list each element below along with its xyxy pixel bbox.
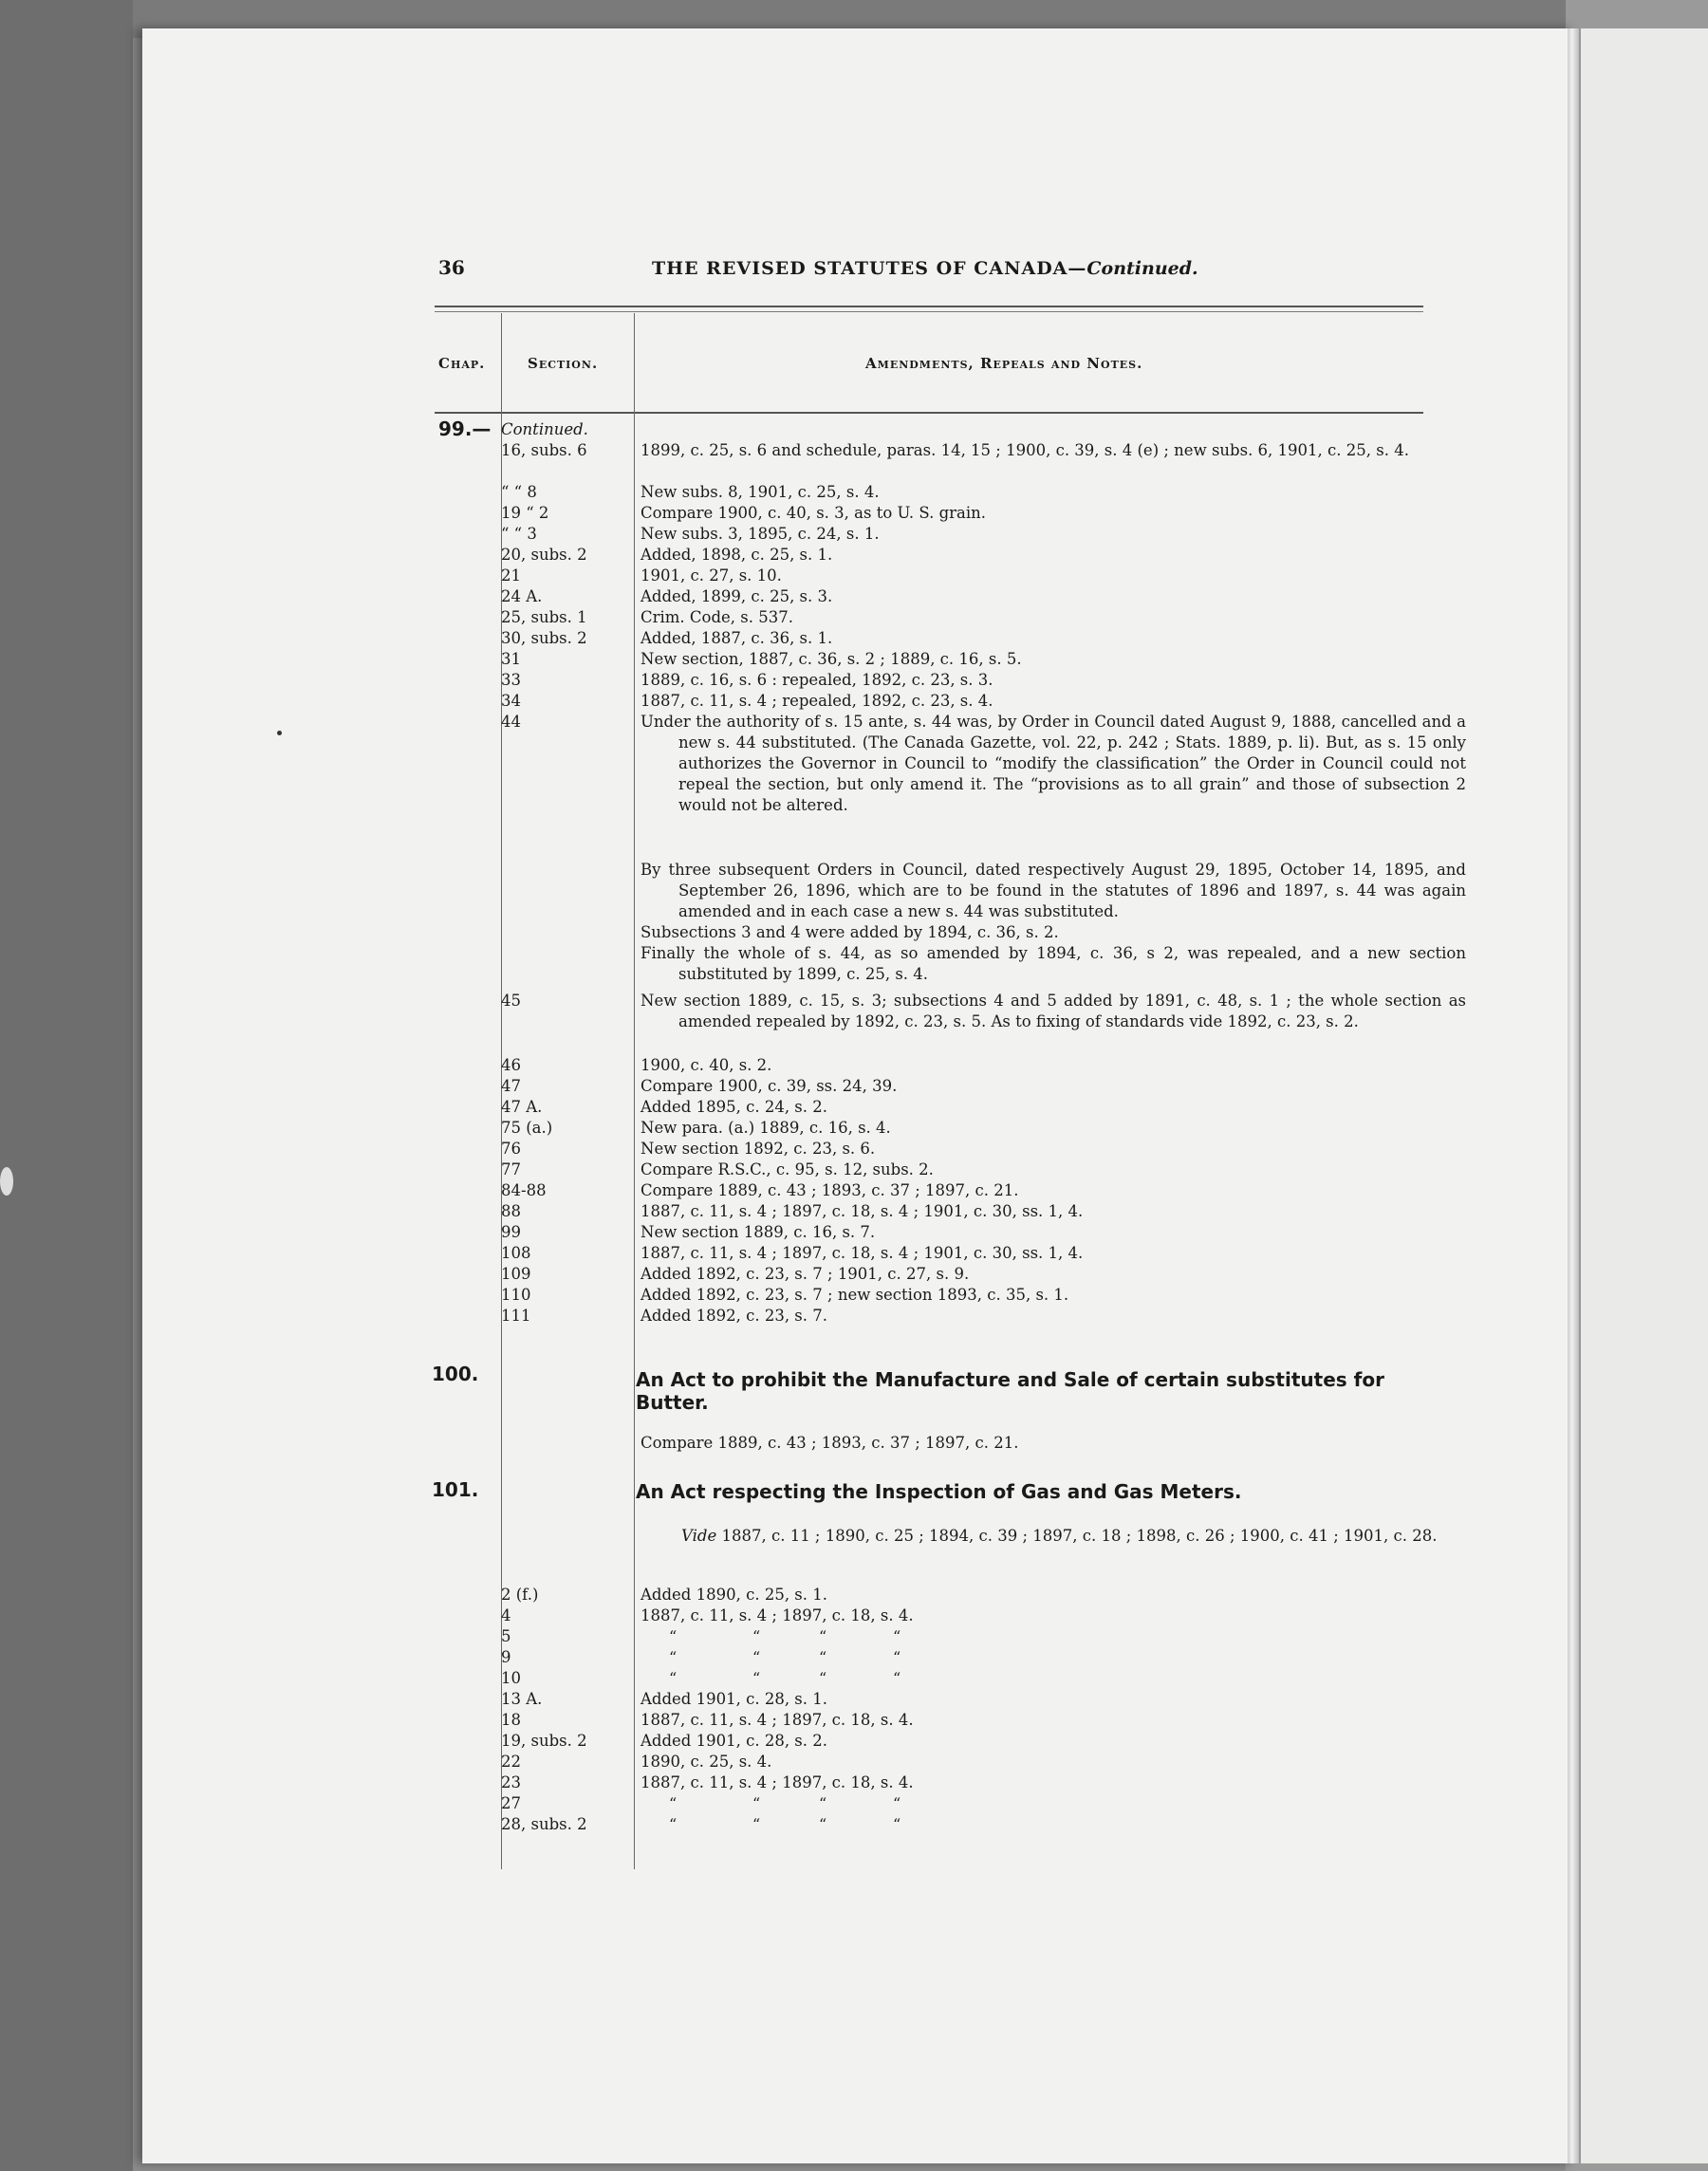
section-cell: 75 (a.) [501, 1119, 553, 1137]
note-paragraph: Under the authority of s. 15 ante, s. 44 was, by Order in Council dated August 9, 1888, cancelled and a new s. 44 substituted. (The Canada Gazette, vol. 22, p. 242 ; Stats. 1889, p. li). But, as s. 15 only authorizes the Governor in Council to “modify the classification” the Order in Council could not repeal the section, but only amend it. The “provisions as to all grain” and those of subsection 2 would not be altered. [640, 713, 1466, 814]
section-cell: 16, subs. 6 [501, 441, 587, 459]
header-rule-thin [435, 311, 1423, 312]
ditto-mark: “ [819, 1627, 827, 1645]
note-cell: 1900, c. 40, s. 2. [640, 1056, 772, 1074]
note-cell: 1899, c. 25, s. 6 and schedule, paras. 14, 15 ; 1900, c. 39, s. 4 (e) ; new subs. 6, 1901, c. 25, s. 4. [640, 441, 1409, 459]
ditto-mark: “ [819, 1669, 827, 1687]
column-divider-section [634, 313, 635, 1869]
continued-label: Continued. [501, 420, 588, 438]
scan-backdrop-left [0, 0, 133, 2171]
note-cell: Compare 1889, c. 43 ; 1893, c. 37 ; 1897, c. 21. [640, 1434, 1019, 1452]
note-cell: 1887, c. 11, s. 4 ; 1897, c. 18, s. 4 ; 1901, c. 30, ss. 1, 4. [640, 1202, 1084, 1220]
section-cell: 18 [501, 1711, 521, 1729]
section-cell: 22 [501, 1753, 521, 1771]
page-edge [1568, 28, 1579, 2163]
section-cell: “ “ 3 [501, 525, 537, 543]
section-cell: 109 [501, 1265, 531, 1283]
note-cell: 1887, c. 11, s. 4 ; repealed, 1892, c. 23, s. 4. [640, 692, 993, 710]
section-cell: 19, subs. 2 [501, 1732, 587, 1750]
section-cell: 13 A. [501, 1690, 543, 1708]
section-cell: 19 “ 2 [501, 504, 549, 522]
header-rule [435, 306, 1423, 307]
running-title [652, 258, 1198, 279]
note-cell: Compare 1900, c. 39, ss. 24, 39. [640, 1077, 898, 1095]
note-cell: 1887, c. 11, s. 4 ; 1897, c. 18, s. 4. [640, 1773, 914, 1791]
section-cell: 44 [501, 713, 521, 731]
section-cell: 47 A. [501, 1098, 543, 1116]
section-cell: 27 [501, 1794, 521, 1812]
note-cell: New section 1889, c. 16, s. 7. [640, 1223, 876, 1241]
ditto-mark: “ [752, 1815, 761, 1833]
section-cell: 31 [501, 650, 521, 668]
section-cell: 5 [501, 1627, 511, 1645]
vide-word: Vide [681, 1527, 717, 1545]
note-cell: Added 1892, c. 23, s. 7. [640, 1307, 828, 1325]
section-cell: 110 [501, 1286, 531, 1304]
running-title-suffix: Continued. [1086, 258, 1198, 279]
note-cell: Crim. Code, s. 537. [640, 608, 793, 626]
chapter-number: 99.— [438, 418, 492, 440]
section-cell: “ “ 8 [501, 483, 537, 501]
note-cell: Added, 1887, c. 36, s. 1. [640, 629, 833, 647]
section-cell: 111 [501, 1307, 531, 1325]
act-title: An Act to prohibit the Manufacture and Sale of certain substitutes for Butter. [636, 1368, 1384, 1414]
note-cell: New section 1889, c. 15, s. 3; subsections 4 and 5 added by 1891, c. 48, s. 1 ; the whole section as amended repealed by 1892, c. 23, s. 5. As to fixing of standards vide 1892, c. 23, s. 2. [640, 992, 1466, 1030]
section-cell: 84-88 [501, 1181, 547, 1199]
ditto-mark: “ [893, 1794, 901, 1812]
ditto-mark: “ [752, 1669, 761, 1687]
column-head-section: Section. [528, 355, 599, 372]
ditto-mark: “ [893, 1648, 901, 1666]
note-cell: 1887, c. 11, s. 4 ; 1897, c. 18, s. 4. [640, 1711, 914, 1729]
ditto-mark: “ [752, 1794, 761, 1812]
section-cell: 47 [501, 1077, 521, 1095]
section-cell: 77 [501, 1160, 521, 1178]
ditto-mark: “ [669, 1627, 678, 1645]
note-paragraph: Subsections 3 and 4 were added by 1894, c. 36, s. 2. [640, 923, 1059, 941]
note-cell: Added, 1898, c. 25, s. 1. [640, 546, 833, 564]
section-cell: 45 [501, 992, 521, 1010]
note-cell: Added 1892, c. 23, s. 7 ; new section 1893, c. 35, s. 1. [640, 1286, 1069, 1304]
note-cell: New para. (a.) 1889, c. 16, s. 4. [640, 1119, 891, 1137]
column-head-notes: Amendments, Repeals and Notes. [865, 355, 1143, 372]
ditto-mark: “ [819, 1794, 827, 1812]
act-title: An Act respecting the Inspection of Gas and Gas Meters. [636, 1480, 1242, 1503]
section-cell: 24 A. [501, 587, 543, 605]
note-cell: Added 1901, c. 28, s. 2. [640, 1732, 828, 1750]
ink-speck [277, 731, 282, 735]
section-cell: 2 (f.) [501, 1586, 539, 1604]
scan-artifact [0, 1167, 13, 1196]
note-cell: Compare 1900, c. 40, s. 3, as to U. S. grain. [640, 504, 987, 522]
section-cell: 30, subs. 2 [501, 629, 587, 647]
section-cell: 33 [501, 671, 521, 689]
note-paragraph: Finally the whole of s. 44, as so amended by 1894, c. 36, s 2, was repealed, and a new section substituted by 1899, c. 25, s. 4. [640, 944, 1466, 983]
section-cell: 46 [501, 1056, 521, 1074]
note-cell: 1887, c. 11, s. 4 ; 1897, c. 18, s. 4 ; 1901, c. 30, ss. 1, 4. [640, 1244, 1084, 1262]
column-head-rule [435, 412, 1423, 414]
ditto-mark: “ [669, 1648, 678, 1666]
section-cell: 4 [501, 1606, 511, 1624]
ditto-mark: “ [893, 1669, 901, 1687]
section-cell: 99 [501, 1223, 521, 1241]
section-cell: 10 [501, 1669, 521, 1687]
note-cell: Added 1892, c. 23, s. 7 ; 1901, c. 27, s. 9. [640, 1265, 970, 1283]
note-cell: 1889, c. 16, s. 6 : repealed, 1892, c. 23, s. 3. [640, 671, 993, 689]
section-cell: 108 [501, 1244, 531, 1262]
note-cell: 1890, c. 25, s. 4. [640, 1753, 772, 1771]
section-cell: 88 [501, 1202, 521, 1220]
vide-text: 1887, c. 11 ; 1890, c. 25 ; 1894, c. 39 ; 1897, c. 18 ; 1898, c. 26 ; 1900, c. 41 ; 1901, c. 28. [716, 1527, 1438, 1545]
section-cell: 9 [501, 1648, 511, 1666]
note-cell: Added 1890, c. 25, s. 1. [640, 1586, 828, 1604]
facing-page [1581, 28, 1708, 2163]
note-cell: 1887, c. 11, s. 4 ; 1897, c. 18, s. 4. [640, 1606, 914, 1624]
note-cell: New subs. 8, 1901, c. 25, s. 4. [640, 483, 880, 501]
ditto-mark: “ [752, 1627, 761, 1645]
page-header [438, 256, 1425, 290]
chapter-number: 101. [432, 1478, 479, 1501]
chapter-number: 100. [432, 1363, 479, 1385]
section-cell: 23 [501, 1773, 521, 1791]
section-cell: 34 [501, 692, 521, 710]
note-cell: Compare R.S.C., c. 95, s. 12, subs. 2. [640, 1160, 934, 1178]
page-number: 36 [438, 256, 465, 279]
ditto-mark: “ [669, 1815, 678, 1833]
section-cell: 20, subs. 2 [501, 546, 587, 564]
section-cell: 76 [501, 1140, 521, 1158]
note-cell: Added, 1899, c. 25, s. 3. [640, 587, 833, 605]
section-cell: 28, subs. 2 [501, 1815, 587, 1833]
ditto-mark: “ [752, 1648, 761, 1666]
ditto-mark: “ [669, 1669, 678, 1687]
ditto-mark: “ [893, 1627, 901, 1645]
section-cell: 25, subs. 1 [501, 608, 587, 626]
note-cell: New section, 1887, c. 36, s. 2 ; 1889, c. 16, s. 5. [640, 650, 1022, 668]
note-cell: 1901, c. 27, s. 10. [640, 566, 782, 584]
ditto-mark: “ [819, 1648, 827, 1666]
column-head-chap: Chap. [438, 355, 486, 372]
note-paragraph: By three subsequent Orders in Council, dated respectively August 29, 1895, October 14, 1895, and September 26, 1896, which are to be found in the statutes of 1896 and 1897, s. 44 was again amended and in each case a new s. 44 was substituted. [640, 861, 1466, 920]
note-cell: Compare 1889, c. 43 ; 1893, c. 37 ; 1897, c. 21. [640, 1181, 1019, 1199]
vide-note [681, 1526, 1469, 1547]
ditto-mark: “ [669, 1794, 678, 1812]
note-cell: New section 1892, c. 23, s. 6. [640, 1140, 876, 1158]
ditto-mark: “ [893, 1815, 901, 1833]
ditto-mark: “ [819, 1815, 827, 1833]
note-cell: Added 1895, c. 24, s. 2. [640, 1098, 828, 1116]
note-cell: Added 1901, c. 28, s. 1. [640, 1690, 828, 1708]
running-title-main: THE REVISED STATUTES OF CANADA— [652, 258, 1087, 279]
section-cell: 21 [501, 566, 521, 584]
note-cell: New subs. 3, 1895, c. 24, s. 1. [640, 525, 880, 543]
